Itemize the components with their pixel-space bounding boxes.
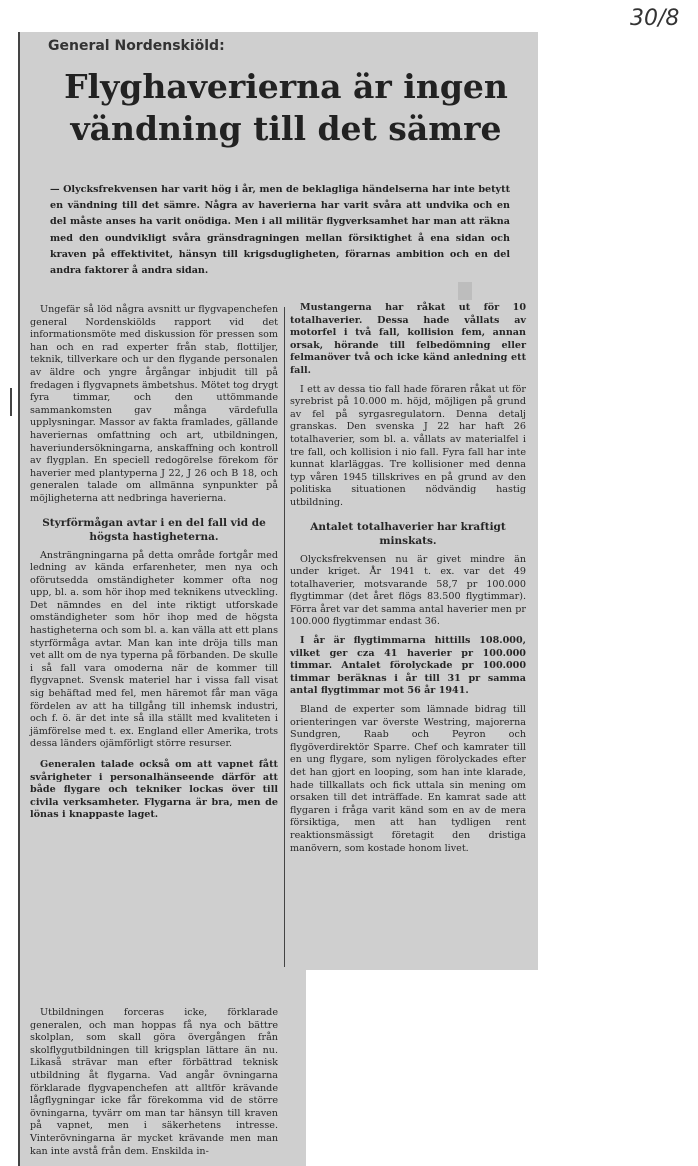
paragraph: Olycksfrekvensen nu är givet mindre än under kriget. År 1941 t. ex. var det 49 totalhaverier, motsvarande 58,7 pr 100.000 flygtimmar (det året flögs 83.500 flygtimmar). Förra året var det samma antal haverier men pr 100.000 flygtimmar endast 36. — [290, 553, 526, 628]
paragraph: Ansträngningarna på detta område fortgår med ledning av kända erfarenheter, men nya och oförutsedda omständigheter kommer ofta nog upp, bl. a. som hör ihop med teknikens utveckling. Det nämndes en del inte riktigt utforskade omständigheter som hör ihop med de högsta hastigheterna och som bl. a. kan välla att ett plans styrförmåga avtar. Man kan inte dröja tills man vet allt om de nya typerna på förbanden. De skulle i så fall vara omoderna när de kommer till flygvapnet. Svensk materiel har i vissa fall visat sig behäftad med fel, men häremot får man väga fördelen av att ha tillgång till inhemsk industri, och f. ö. är det inte så illa ställt med kvaliteten i jämförelse med t. ex. England eller Amerika, trots dessa länders ojämförligt större resurser. — [30, 549, 278, 750]
column-rule — [284, 307, 285, 967]
handwritten-page-number: 30/8 — [630, 6, 680, 31]
cut-out-area — [306, 970, 538, 1166]
article-column-right — [290, 302, 526, 859]
subheading: Styrförmågan avtar i en del fall vid de högsta hastigheterna. — [42, 516, 266, 543]
newspaper-clipping — [18, 32, 538, 1166]
article-kicker: General Nordenskiöld: — [48, 38, 225, 54]
paper-smudge — [458, 282, 472, 300]
paragraph: I ett av dessa tio fall hade föraren råkat ut för syrebrist på 10.000 m. höjd, möjligen på grund av fel på syrgasregulatorn. Denna detalj granskas. Den svenska J 22 har haft 26 totalhaverier, som bl. a. vållats av materialfel i tre fall, och kollision i nio fall. Fyra fall har inte kunnat klarläggas. Tre kollisioner med denna typ våren 1945 tillskrives en på grund av den politiska situationen nödvändig hastig utbildning. — [290, 383, 526, 508]
margin-mark — [10, 388, 12, 416]
paragraph: Generalen talade också om att vapnet fått svårigheter i personalhänseende därför att både flygare och tekniker lockas över till civila verksamheter. Flygarna är bra, men de lönas i knappaste laget. — [30, 759, 278, 821]
subheading: Antalet totalhaverier har kraftigt minskats. — [310, 520, 506, 547]
article-column-left — [30, 304, 278, 826]
article-headline: Flyghaverierna är ingen vändning till det sämre — [64, 67, 508, 148]
paragraph: Mustangerna har råkat ut för 10 totalhaverier. Dessa hade vållats av motorfel i två fall, kollision fem, annan orsak, hörande till felbedömning eller felmanöver två och icke känd anledning ett fall. — [290, 302, 526, 376]
paragraph: Utbildningen forceras icke, förklarade generalen, och man hoppas få nya och bättre skolplan, som skall göra övergången från skolflygutbildningen till krigsplan lättare än nu. Likaså strävar man efter förbättrad teknisk utbildning åt flygarna. Vad angår övningarna förklarade flygvapenchefen att alltför krävande lågflygningar icke får förekomma vid de större övningarna, tyvärr om man tar hänsyn till kraven på vapnet, men i säkerhetens intresse. Vinterövningarna är mycket krävande men man kan inte avstå från dem. Enskilda in- — [30, 1007, 278, 1157]
article-lead: — Olycksfrekvensen har varit hög i år, men de beklagliga händelserna har inte betytt en vändning till det sämre. Några av haverierna har varit svåra att undvika och en del måste anses ha varit onödiga. Men i all militär flygverksamhet har man att räkna med den oundvikligt svåra gränsdragningen mellan försiktighet å ena sidan och kraven på effektivitet, hänsyn till krigsdugligheten, förarnas ambition och en del andra faktorer å andra sidan. — [50, 184, 510, 277]
paragraph: I år är flygtimmarna hittills 108.000, vilket ger cza 41 haverier pr 100.000 timmar. Antalet förolyckade pr 100.000 timmar beräknas i år till 31 pr samma antal flygtimmar mot 56 år 1941. — [290, 635, 526, 697]
article-column-left-continued — [30, 1007, 278, 1162]
paragraph: Bland de experter som lämnade bidrag till orienteringen var överste Westring, majorerna Sundgren, Raab och Peyron och flygöverdirektör Sparre. Chef och kamrater till en ung flygare, som nyligen förolyckades efter det han gjort en looping, som han inte klarade, hade tillkallats och fick uttala sin mening om orsaken till det inträffade. En kamrat sade att flygaren i fråga varit känd som en av de mera försiktiga, men att han tydligen rent reaktionsmässigt företagit den dristiga manövern, som kostade honom livet. — [290, 704, 526, 854]
paragraph: Ungefär så löd några avsnitt ur flygvapenchefen general Nordenskiölds rapport vid det informationsmöte med diskussion för pressen som han och en rad experter från stab, flottiljer, teknik, tillverkare och ur den flygande personalen av äldre och yngre årgångar inbjudit till på fredagen i flygvapnets ämbetshus. Mötet tog drygt fyra timmar, och den uttömmande sammankomsten gav många värdefulla upplysningar. Massor av fakta framlades, gällande haveriernas omfattning och art, utbildningen, haveriundersökningarna, anskaffning och kontroll av flygplan. En speciell redogörelse förekom för haverier med plantyperna J 22, J 26 och B 18, och generalen talade om allmänna synpunkter på möjligheterna att nedbringa haverierna. — [30, 304, 278, 504]
clipping-left-border — [18, 32, 20, 1166]
